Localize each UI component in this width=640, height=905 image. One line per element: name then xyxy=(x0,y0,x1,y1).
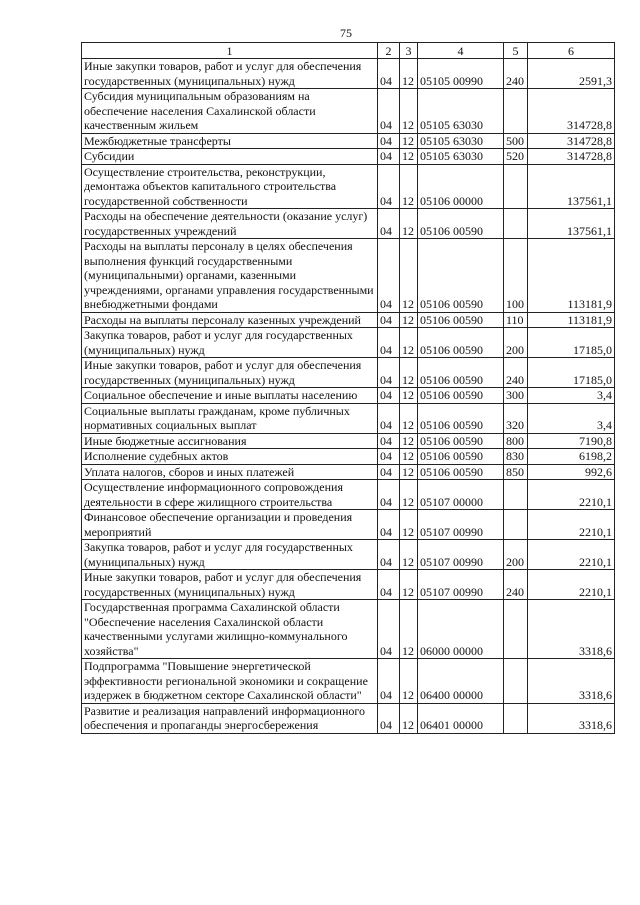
subsection-code-cell: 12 xyxy=(400,403,418,433)
item-name-cell: Исполнение судебных актов xyxy=(82,449,378,465)
table-row xyxy=(82,312,615,328)
subsection-code-cell: 12 xyxy=(400,59,418,89)
table-body xyxy=(82,59,615,734)
subsection-code-cell: 12 xyxy=(400,464,418,480)
subsection-code-cell: 12 xyxy=(400,433,418,449)
amount-cell: 113181,9 xyxy=(528,312,615,328)
target-article-code-cell: 05106 00590 xyxy=(418,449,504,465)
section-code-cell: 04 xyxy=(378,209,400,239)
amount-cell: 6198,2 xyxy=(528,449,615,465)
section-code-cell: 04 xyxy=(378,480,400,510)
target-article-code-cell: 05105 00990 xyxy=(418,59,504,89)
target-article-code-cell: 05106 00590 xyxy=(418,328,504,358)
expense-type-code-cell xyxy=(504,510,528,540)
amount-cell: 2210,1 xyxy=(528,540,615,570)
table-row xyxy=(82,149,615,165)
item-name-cell: Расходы на обеспечение деятельности (оказание услуг) государственных учреждений xyxy=(82,209,378,239)
amount-cell: 17185,0 xyxy=(528,328,615,358)
expense-type-code-cell: 830 xyxy=(504,449,528,465)
amount-cell: 137561,1 xyxy=(528,164,615,209)
amount-cell: 314728,8 xyxy=(528,133,615,149)
table-row xyxy=(82,703,615,733)
item-name-cell: Осуществление строительства, реконструкции, демонтажа объектов капитального строительства государственной собственности xyxy=(82,164,378,209)
table-row xyxy=(82,164,615,209)
subsection-code-cell: 12 xyxy=(400,388,418,404)
subsection-code-cell: 12 xyxy=(400,703,418,733)
item-name-cell: Развитие и реализация направлений информационного обеспечения и пропаганды энергосбережения xyxy=(82,703,378,733)
section-code-cell: 04 xyxy=(378,659,400,704)
column-header-2: 2 xyxy=(378,43,400,59)
section-code-cell: 04 xyxy=(378,149,400,165)
column-header-4: 4 xyxy=(418,43,504,59)
item-name-cell: Подпрограмма "Повышение энергетической эффективности региональной экономики и сокращение издержек в бюджетном секторе Сахалинской области" xyxy=(82,659,378,704)
subsection-code-cell: 12 xyxy=(400,358,418,388)
amount-cell: 3318,6 xyxy=(528,600,615,659)
section-code-cell: 04 xyxy=(378,449,400,465)
item-name-cell: Иные закупки товаров, работ и услуг для обеспечения государственных (муниципальных) нужд xyxy=(82,570,378,600)
table-row xyxy=(82,480,615,510)
target-article-code-cell: 05105 63030 xyxy=(418,133,504,149)
subsection-code-cell: 12 xyxy=(400,133,418,149)
item-name-cell: Субсидия муниципальным образованиям на обеспечение населения Сахалинской области качественным жильем xyxy=(82,89,378,134)
expense-type-code-cell: 850 xyxy=(504,464,528,480)
amount-cell: 7190,8 xyxy=(528,433,615,449)
section-code-cell: 04 xyxy=(378,59,400,89)
item-name-cell: Субсидии xyxy=(82,149,378,165)
expense-type-code-cell xyxy=(504,89,528,134)
section-code-cell: 04 xyxy=(378,703,400,733)
amount-cell: 113181,9 xyxy=(528,239,615,313)
table-row xyxy=(82,388,615,404)
item-name-cell: Закупка товаров, работ и услуг для государственных (муниципальных) нужд xyxy=(82,540,378,570)
target-article-code-cell: 05106 00590 xyxy=(418,312,504,328)
section-code-cell: 04 xyxy=(378,464,400,480)
table-row xyxy=(82,600,615,659)
expense-type-code-cell: 100 xyxy=(504,239,528,313)
column-header-6: 6 xyxy=(528,43,615,59)
section-code-cell: 04 xyxy=(378,358,400,388)
table-row xyxy=(82,358,615,388)
amount-cell: 3,4 xyxy=(528,403,615,433)
item-name-cell: Иные закупки товаров, работ и услуг для обеспечения государственных (муниципальных) нужд xyxy=(82,358,378,388)
expense-type-code-cell xyxy=(504,703,528,733)
target-article-code-cell: 05106 00590 xyxy=(418,388,504,404)
section-code-cell: 04 xyxy=(378,312,400,328)
item-name-cell: Иные закупки товаров, работ и услуг для обеспечения государственных (муниципальных) нужд xyxy=(82,59,378,89)
section-code-cell: 04 xyxy=(378,164,400,209)
section-code-cell: 04 xyxy=(378,600,400,659)
target-article-code-cell: 05107 00990 xyxy=(418,570,504,600)
subsection-code-cell: 12 xyxy=(400,449,418,465)
subsection-code-cell: 12 xyxy=(400,239,418,313)
subsection-code-cell: 12 xyxy=(400,209,418,239)
amount-cell: 2210,1 xyxy=(528,480,615,510)
table-row xyxy=(82,59,615,89)
target-article-code-cell: 06400 00000 xyxy=(418,659,504,704)
target-article-code-cell: 05107 00990 xyxy=(418,540,504,570)
table-row xyxy=(82,133,615,149)
expense-type-code-cell xyxy=(504,480,528,510)
target-article-code-cell: 05107 00990 xyxy=(418,510,504,540)
expense-type-code-cell xyxy=(504,600,528,659)
item-name-cell: Расходы на выплаты персоналу казенных учреждений xyxy=(82,312,378,328)
amount-cell: 17185,0 xyxy=(528,358,615,388)
expense-type-code-cell: 110 xyxy=(504,312,528,328)
expense-type-code-cell: 200 xyxy=(504,328,528,358)
table-row xyxy=(82,570,615,600)
section-code-cell: 04 xyxy=(378,570,400,600)
item-name-cell: Расходы на выплаты персоналу в целях обеспечения выполнения функций государственными (муниципальными) органами, казенными учреждениями, органами управления государственными внебюджетными фондами xyxy=(82,239,378,313)
expense-type-code-cell: 520 xyxy=(504,149,528,165)
item-name-cell: Государственная программа Сахалинской области "Обеспечение населения Сахалинской области качественными услугами жилищно-коммунального хозяйства" xyxy=(82,600,378,659)
target-article-code-cell: 05106 00590 xyxy=(418,464,504,480)
table-header-row xyxy=(82,43,615,59)
expense-type-code-cell: 240 xyxy=(504,570,528,600)
column-header-3: 3 xyxy=(400,43,418,59)
target-article-code-cell: 06401 00000 xyxy=(418,703,504,733)
target-article-code-cell: 05106 00590 xyxy=(418,239,504,313)
item-name-cell: Закупка товаров, работ и услуг для государственных (муниципальных) нужд xyxy=(82,328,378,358)
target-article-code-cell: 05105 63030 xyxy=(418,89,504,134)
expense-type-code-cell: 240 xyxy=(504,358,528,388)
amount-cell: 2210,1 xyxy=(528,570,615,600)
table-row xyxy=(82,540,615,570)
section-code-cell: 04 xyxy=(378,239,400,313)
expense-type-code-cell: 240 xyxy=(504,59,528,89)
target-article-code-cell: 05107 00000 xyxy=(418,480,504,510)
item-name-cell: Социальное обеспечение и иные выплаты населению xyxy=(82,388,378,404)
expense-type-code-cell: 200 xyxy=(504,540,528,570)
section-code-cell: 04 xyxy=(378,433,400,449)
target-article-code-cell: 05106 00590 xyxy=(418,209,504,239)
amount-cell: 314728,8 xyxy=(528,89,615,134)
subsection-code-cell: 12 xyxy=(400,164,418,209)
target-article-code-cell: 05106 00590 xyxy=(418,358,504,388)
expense-type-code-cell: 800 xyxy=(504,433,528,449)
expense-type-code-cell: 300 xyxy=(504,388,528,404)
item-name-cell: Иные бюджетные ассигнования xyxy=(82,433,378,449)
amount-cell: 314728,8 xyxy=(528,149,615,165)
expense-type-code-cell: 320 xyxy=(504,403,528,433)
item-name-cell: Межбюджетные трансферты xyxy=(82,133,378,149)
target-article-code-cell: 05105 63030 xyxy=(418,149,504,165)
table-row xyxy=(82,433,615,449)
section-code-cell: 04 xyxy=(378,510,400,540)
subsection-code-cell: 12 xyxy=(400,89,418,134)
target-article-code-cell: 05106 00000 xyxy=(418,164,504,209)
expense-type-code-cell xyxy=(504,209,528,239)
item-name-cell: Уплата налогов, сборов и иных платежей xyxy=(82,464,378,480)
expense-type-code-cell: 500 xyxy=(504,133,528,149)
item-name-cell: Осуществление информационного сопровождения деятельности в сфере жилищного строительства xyxy=(82,480,378,510)
subsection-code-cell: 12 xyxy=(400,510,418,540)
table-row xyxy=(82,659,615,704)
amount-cell: 2591,3 xyxy=(528,59,615,89)
table-row xyxy=(82,510,615,540)
subsection-code-cell: 12 xyxy=(400,600,418,659)
subsection-code-cell: 12 xyxy=(400,659,418,704)
table-row xyxy=(82,328,615,358)
subsection-code-cell: 12 xyxy=(400,312,418,328)
target-article-code-cell: 06000 00000 xyxy=(418,600,504,659)
column-header-1: 1 xyxy=(82,43,378,59)
subsection-code-cell: 12 xyxy=(400,570,418,600)
item-name-cell: Финансовое обеспечение организации и проведения мероприятий xyxy=(82,510,378,540)
expense-type-code-cell xyxy=(504,659,528,704)
amount-cell: 137561,1 xyxy=(528,209,615,239)
amount-cell: 3,4 xyxy=(528,388,615,404)
section-code-cell: 04 xyxy=(378,540,400,570)
amount-cell: 3318,6 xyxy=(528,659,615,704)
expense-type-code-cell xyxy=(504,164,528,209)
section-code-cell: 04 xyxy=(378,89,400,134)
column-header-5: 5 xyxy=(504,43,528,59)
section-code-cell: 04 xyxy=(378,403,400,433)
target-article-code-cell: 05106 00590 xyxy=(418,403,504,433)
amount-cell: 3318,6 xyxy=(528,703,615,733)
amount-cell: 992,6 xyxy=(528,464,615,480)
section-code-cell: 04 xyxy=(378,328,400,358)
budget-table xyxy=(81,42,615,734)
table-row xyxy=(82,403,615,433)
target-article-code-cell: 05106 00590 xyxy=(418,433,504,449)
subsection-code-cell: 12 xyxy=(400,149,418,165)
table-row xyxy=(82,449,615,465)
section-code-cell: 04 xyxy=(378,133,400,149)
subsection-code-cell: 12 xyxy=(400,540,418,570)
amount-cell: 2210,1 xyxy=(528,510,615,540)
subsection-code-cell: 12 xyxy=(400,328,418,358)
table-row xyxy=(82,239,615,313)
table-row xyxy=(82,209,615,239)
subsection-code-cell: 12 xyxy=(400,480,418,510)
item-name-cell: Социальные выплаты гражданам, кроме публичных нормативных социальных выплат xyxy=(82,403,378,433)
page-number: 75 xyxy=(340,26,352,40)
table-row xyxy=(82,89,615,134)
table-row xyxy=(82,464,615,480)
section-code-cell: 04 xyxy=(378,388,400,404)
